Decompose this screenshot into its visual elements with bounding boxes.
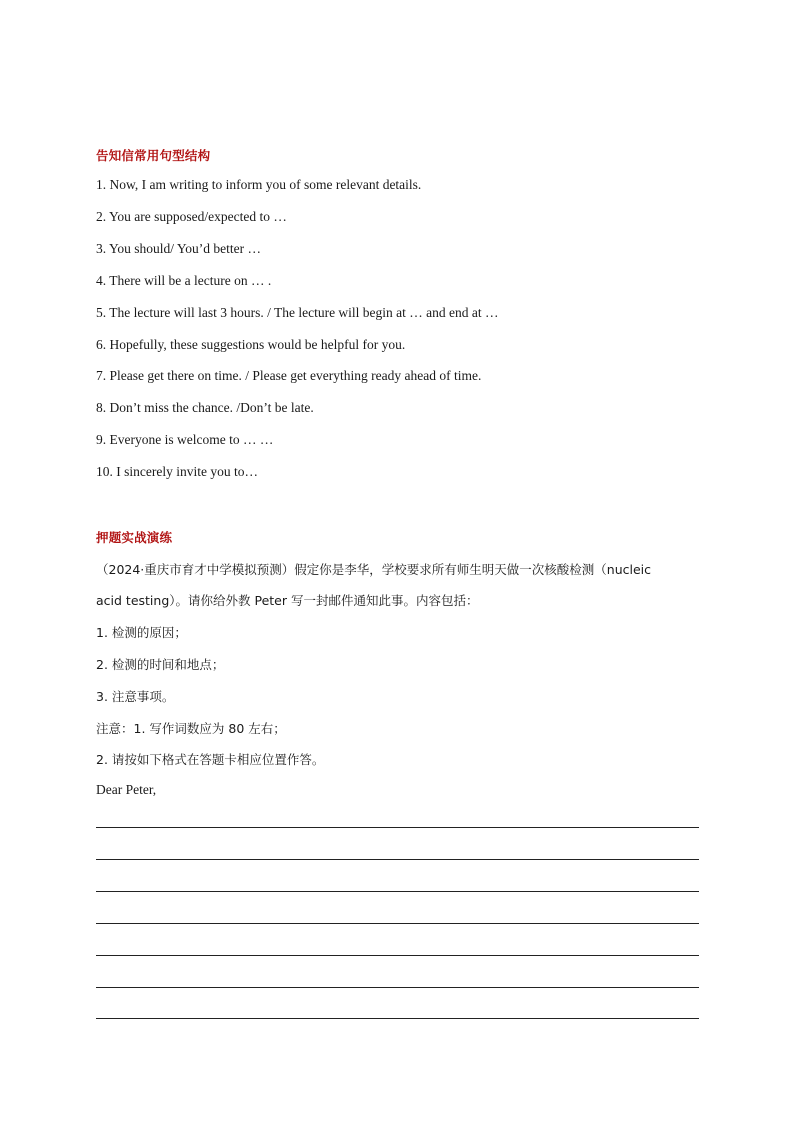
answer-line bbox=[96, 859, 699, 860]
section-heading-practice: 押题实战演练 bbox=[96, 530, 173, 545]
sentence-pattern-item: 3. You should/ You’d better … bbox=[96, 241, 262, 256]
sentence-pattern-item: 8. Don’t miss the chance. /Don’t be late. bbox=[96, 400, 314, 415]
content-point: 3. 注意事项。 bbox=[96, 689, 175, 704]
sentence-pattern-item: 2. You are supposed/expected to … bbox=[96, 209, 287, 224]
answer-line bbox=[96, 827, 699, 828]
note-word-count: 注意：1. 写作词数应为 80 左右； bbox=[96, 721, 286, 736]
note-format: 2. 请按如下格式在答题卡相应位置作答。 bbox=[96, 752, 325, 767]
sentence-pattern-item: 6. Hopefully, these suggestions would be helpful for you. bbox=[96, 337, 406, 352]
sentence-pattern-item: 7. Please get there on time. / Please get everything ready ahead of time. bbox=[96, 368, 482, 383]
content-point: 1. 检测的原因； bbox=[96, 625, 187, 640]
sentence-pattern-item: 1. Now, I am writing to inform you of some relevant details. bbox=[96, 177, 422, 192]
sentence-pattern-item: 9. Everyone is welcome to … … bbox=[96, 432, 274, 447]
answer-line bbox=[96, 987, 699, 988]
writing-prompt-line: acid testing）。请你给外教 Peter 写一封邮件通知此事。内容包括： bbox=[96, 593, 479, 608]
sentence-pattern-item: 10. I sincerely invite you to… bbox=[96, 464, 258, 479]
writing-prompt-line: （2024·重庆市育才中学模拟预测）假定你是李华，学校要求所有师生明天做一次核酸检测（nucleic bbox=[96, 562, 652, 577]
answer-line bbox=[96, 891, 699, 892]
letter-salutation: Dear Peter, bbox=[96, 782, 157, 797]
answer-line bbox=[96, 955, 699, 956]
answer-line bbox=[96, 923, 699, 924]
sentence-pattern-item: 4. There will be a lecture on … . bbox=[96, 273, 272, 288]
answer-line bbox=[96, 1018, 699, 1019]
sentence-pattern-item: 5. The lecture will last 3 hours. / The lecture will begin at … and end at … bbox=[96, 305, 499, 320]
content-point: 2. 检测的时间和地点； bbox=[96, 657, 225, 672]
section-heading-sentence-patterns: 告知信常用句型结构 bbox=[96, 148, 211, 163]
